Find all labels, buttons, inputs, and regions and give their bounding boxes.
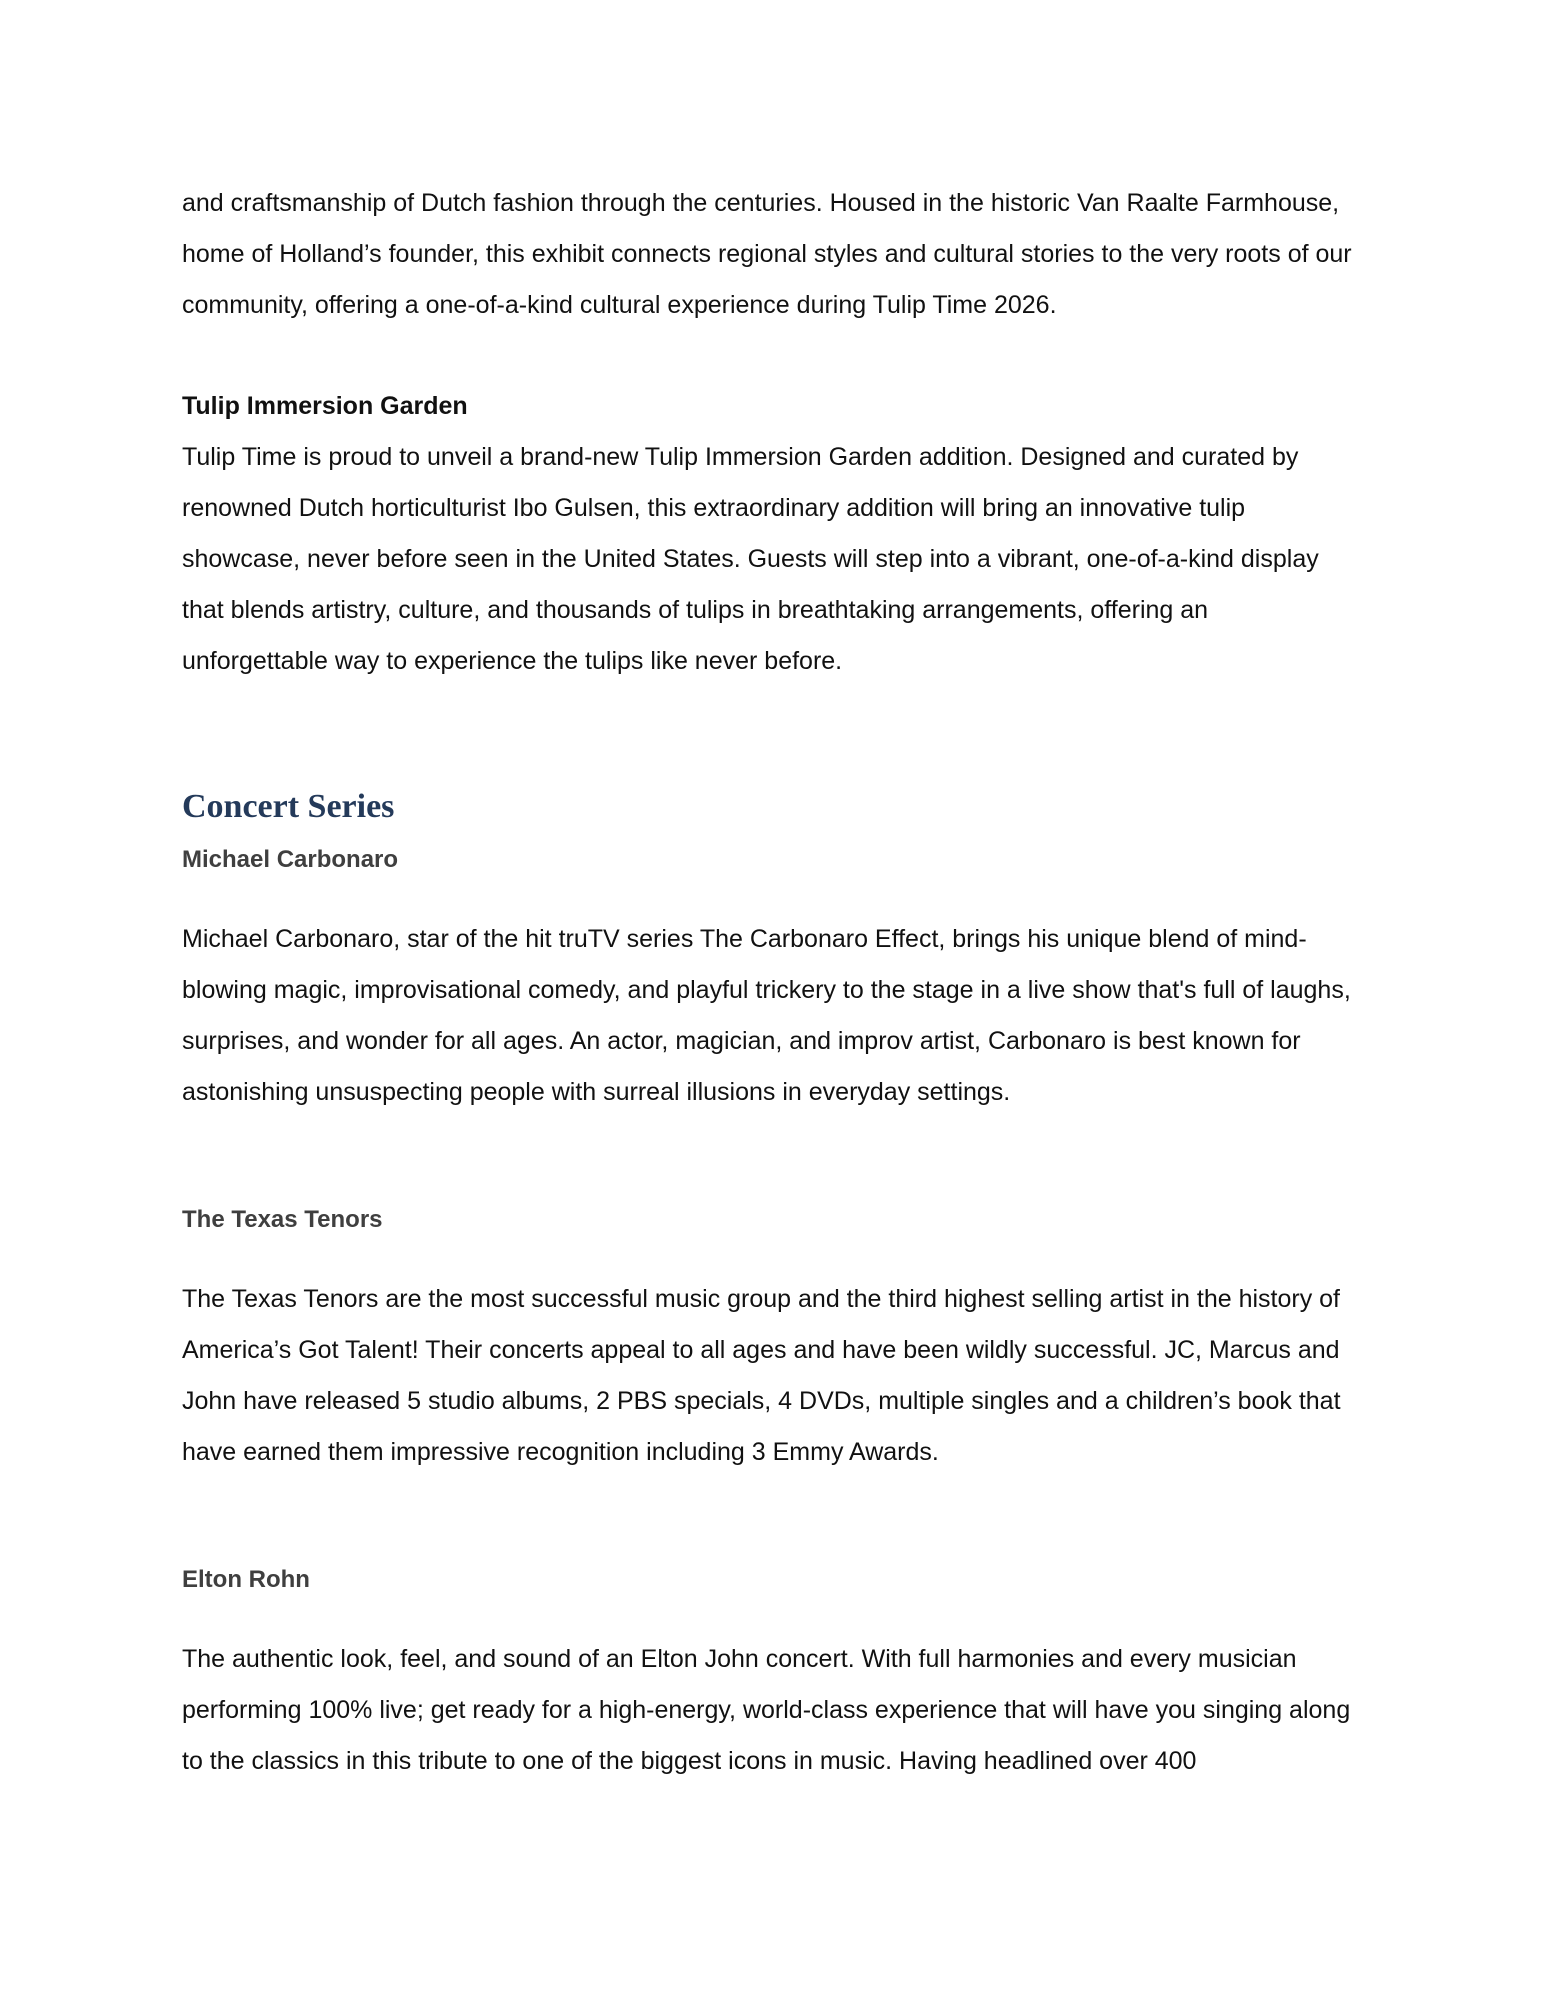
concert-series-section: [182, 784, 1352, 1787]
performer-elton-rohn: [182, 1560, 1352, 1787]
garden-paragraph: Tulip Time is proud to unveil a brand-new Tulip Immersion Garden addition. Designed and curated by renowned Dutch horticulturist Ibo Gulsen, this extraordinary addition will bring an innovative tulip showcase, never before seen in the United States. Guests will step into a vibrant, one-of-a-kind display that blends artistry, culture, and thousands of tulips in breathtaking arrangements, offering an unforgettable way to experience the tulips like never before.: [182, 443, 1319, 675]
garden-heading: Tulip Immersion Garden: [182, 392, 468, 420]
performer-texas-tenors: [182, 1200, 1352, 1478]
performer-name: Elton Rohn: [182, 1566, 310, 1593]
performer-description: The authentic look, feel, and sound of an Elton John concert. With full harmonies and every musician performing 100% live; get ready for a high-energy, world-class experience that will have you singing along to the classics in this tribute to one of the biggest icons in music. Having headlined over 400: [182, 1645, 1351, 1775]
performer-description: Michael Carbonaro, star of the hit truTV series The Carbonaro Effect, brings his unique blend of mind-blowing magic, improvisational comedy, and playful trickery to the stage in a live show that's full of laughs, surprises, and wonder for all ages. An actor, magician, and improv artist, Carbonaro is best known for astonishing unsuspecting people with surreal illusions in everyday settings.: [182, 925, 1351, 1106]
concert-series-heading: Concert Series: [182, 788, 395, 825]
intro-paragraph: and craftsmanship of Dutch fashion through the centuries. Housed in the historic Van Raalte Farmhouse, home of Holland’s founder, this exhibit connects regional styles and cultural stories to the very roots of our community, offering a one-of-a-kind cultural experience during Tulip Time 2026.: [182, 189, 1352, 319]
garden-section: [182, 381, 1352, 687]
performer-michael-carbonaro: [182, 840, 1352, 1118]
performer-name: The Texas Tenors: [182, 1206, 383, 1233]
page-content: [182, 178, 1352, 1787]
performer-description: The Texas Tenors are the most successful music group and the third highest selling artist in the history of America’s Got Talent! Their concerts appeal to all ages and have been wildly successful. JC, Marcus and John have released 5 studio albums, 2 PBS specials, 4 DVDs, multiple singles and a children’s book that have earned them impressive recognition including 3 Emmy Awards.: [182, 1285, 1341, 1466]
performer-name: Michael Carbonaro: [182, 846, 399, 873]
